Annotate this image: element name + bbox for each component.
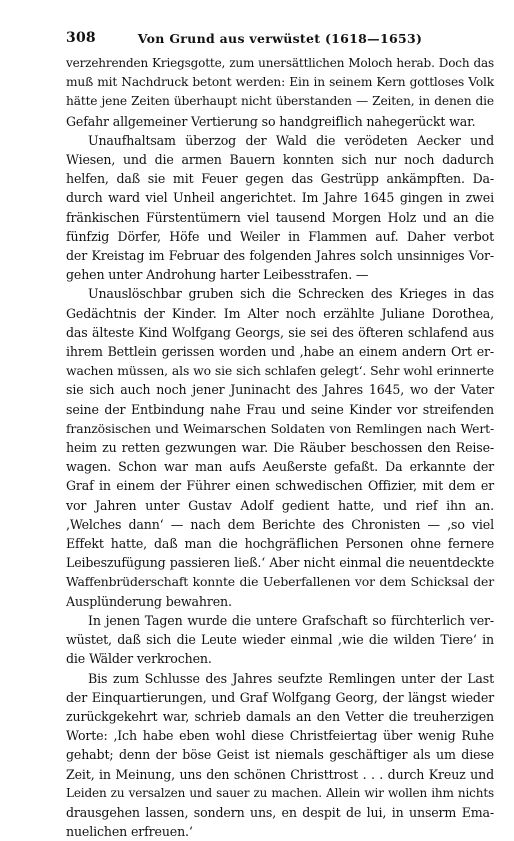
text-line: Worte: ‚Ich habe eben wohl diese Christfeiertag über wenig Ruhe [66, 726, 494, 745]
text-line: gehabt; denn der böse Geist ist niemals geschäftiger als um diese [66, 745, 494, 764]
text-line: Ausplünderung bewahren. [66, 592, 494, 611]
text-line: fünfzig Dörfer, Höfe und Weiler in Flammen auf. Daher verbot [66, 227, 494, 246]
text-line: drausgehen lassen, sondern uns, en despit de lui, in unserm Ema- [66, 803, 494, 822]
text-line: Gedächtnis der Kinder. Im Alter noch erzählte Juliane Dorothea, [66, 304, 494, 323]
text-line: Graf in einem der Führer einen schwedischen Offizier, mit dem er [66, 476, 494, 495]
running-head [66, 30, 494, 48]
text-line: das älteste Kind Wolfgang Georgs, sie sei des öfteren schlafend aus [66, 323, 494, 342]
paragraph-5 [66, 669, 494, 841]
text-line: In jenen Tagen wurde die untere Grafschaft so fürchterlich ver- [66, 611, 494, 630]
text-line: der Einquartierungen, und Graf Wolfgang Georg, der längst wieder [66, 688, 494, 707]
text-line: Waffenbrüderschaft konnte die Ueberfallenen vor dem Schicksal der [66, 572, 494, 591]
text-line: muß mit Nachdruck betont werden: Ein in seinem Kern gottloses Volk [66, 73, 494, 92]
text-line: Leiden zu versalzen und sauer zu machen. Allein wir wollen ihm nichts [66, 784, 494, 803]
text-line: Wiesen, und die armen Bauern konnten sich nur noch dadurch [66, 150, 494, 169]
paragraph-4 [66, 611, 494, 669]
text-line: ihrem Bettlein gerissen worden und ‚habe an einem andern Ort er- [66, 342, 494, 361]
body-text [66, 54, 494, 841]
text-line: wachen müssen, als wo sie sich schlafen gelegt‘. Sehr wohl erinnerte [66, 361, 494, 380]
text-line: hätte jene Zeiten überhaupt nicht überstanden — Zeiten, in denen die [66, 92, 494, 111]
text-line: sie sich auch noch jener Juninacht des Jahres 1645, wo der Vater [66, 380, 494, 399]
text-line: Gefahr allgemeiner Vertierung so handgreiflich nahegerückt war. [66, 112, 494, 131]
page-number: 308 [66, 30, 96, 46]
text-line: durch ward viel Unheil angerichtet. Im Jahre 1645 gingen in zwei [66, 188, 494, 207]
text-line: wüstet, daß sich die Leute wieder einmal ‚wie die wilden Tiere‘ in [66, 630, 494, 649]
text-line: helfen, daß sie mit Feuer gegen das Gestrüpp ankämpften. Da- [66, 169, 494, 188]
text-line: Unauslöschbar gruben sich die Schrecken des Krieges in das [66, 284, 494, 303]
text-line: seine der Entbindung nahe Frau und seine Kinder vor streifenden [66, 400, 494, 419]
text-line: Unaufhaltsam überzog der Wald die verödeten Aecker und [66, 131, 494, 150]
text-line: der Kreistag im Februar des folgenden Jahres solch unsinniges Vor- [66, 246, 494, 265]
paragraph-1 [66, 54, 494, 131]
paragraph-2 [66, 131, 494, 285]
text-line: die Wälder verkrochen. [66, 649, 494, 668]
text-line: Zeit, in Meinung, uns den schönen Christtrost . . . durch Kreuz und [66, 765, 494, 784]
text-line: Effekt hatte, daß man die hochgräflichen Personen ohne fernere [66, 534, 494, 553]
text-line: Leibeszufügung passieren ließ.‘ Aber nicht einmal die neuentdeckte [66, 553, 494, 572]
running-title: Von Grund aus verwüstet (1618—1653) [66, 31, 494, 46]
text-line: zurückgekehrt war, schrieb damals an den Vetter die treuherzigen [66, 707, 494, 726]
text-line: fränkischen Fürstentümern viel tausend Morgen Holz und an die [66, 208, 494, 227]
text-line: verzehrenden Kriegsgotte, zum unersättlichen Moloch herab. Doch das [66, 54, 494, 73]
text-line: Bis zum Schlusse des Jahres seufzte Remlingen unter der Last [66, 669, 494, 688]
paragraph-3 [66, 284, 494, 610]
text-line: gehen unter Androhung harter Leibesstrafen. — [66, 265, 494, 284]
text-line: heim zu retten gezwungen war. Die Räuber beschossen den Reise- [66, 438, 494, 457]
text-line: französischen und Weimarschen Soldaten von Remlingen nach Wert- [66, 419, 494, 438]
text-line: nuelichen erfreuen.‘ [66, 822, 494, 841]
text-line: ‚Welches dann‘ — nach dem Berichte des Chronisten — ‚so viel [66, 515, 494, 534]
text-line: wagen. Schon war man aufs Aeußerste gefaßt. Da erkannte der [66, 457, 494, 476]
text-line: vor Jahren unter Gustav Adolf gedient hatte, und rief ihn an. [66, 496, 494, 515]
